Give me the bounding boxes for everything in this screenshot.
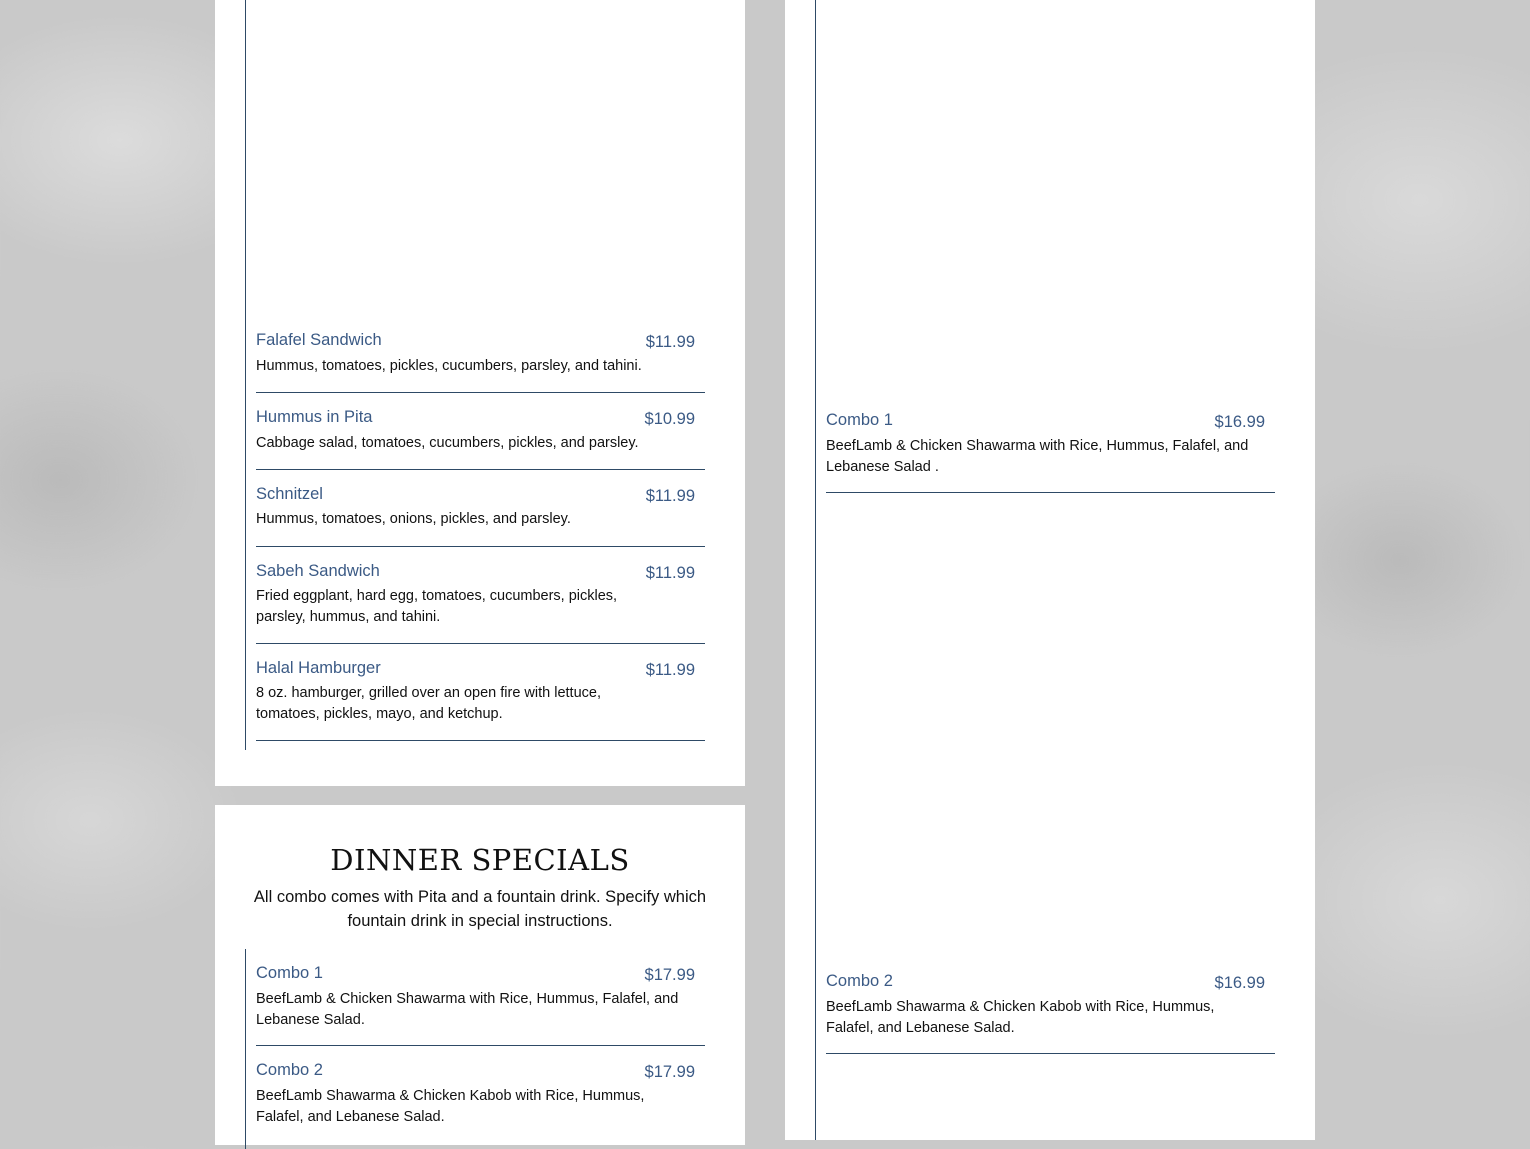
menu-item[interactable] [256,485,705,547]
menu-item-description: Hummus, tomatoes, onions, pickles, and parsley. [256,511,571,527]
section-title: DINNER SPECIALS [330,843,630,877]
menu-item-price: $11.99 [645,487,695,505]
menu-item[interactable] [256,331,705,393]
item-divider [826,492,1275,493]
menu-item[interactable] [256,964,705,1046]
menu-item-price: $11.99 [645,661,695,679]
menu-item-price: $17.99 [644,1063,695,1081]
menu-item-price: $11.99 [645,564,695,582]
menu-item-description: Cabbage salad, tomatoes, cucumbers, pickles, and parsley. [256,435,639,451]
item-divider [256,643,705,644]
menu-item-description: BeefLamb & Chicken Shawarma with Rice, Hummus, Falafel, and Lebanese Salad. [256,991,679,1028]
menu-item[interactable] [256,562,705,644]
menu-item-price: $10.99 [644,410,695,428]
lunch-menu-card [215,0,745,786]
menu-item-description: 8 oz. hamburger, grilled over an open fire with lettuce, tomatoes, pickles, mayo, and ketchup. [256,685,601,722]
menu-item-name: Sabeh Sandwich [256,562,380,580]
section-divider-line [245,0,246,750]
menu-item-name: Combo 2 [826,972,893,990]
menu-item-description: Hummus, tomatoes, pickles, cucumbers, parsley, and tahini. [256,358,642,374]
menu-item-description: BeefLamb Shawarma & Chicken Kabob with Rice, Hummus, Falafel, and Lebanese Salad. [256,1088,645,1125]
menu-item-name: Combo 2 [256,1061,323,1079]
menu-item[interactable] [256,408,705,470]
menu-item[interactable] [256,659,705,741]
menu-item-price: $17.99 [644,966,695,984]
menu-item-name: Hummus in Pita [256,408,373,426]
dinner-specials-card [215,805,745,1145]
section-subtitle: All combo comes with Pita and a fountain drink. Specify which fountain drink in special instructions. [253,888,707,930]
menu-item[interactable] [826,411,1275,493]
item-divider [256,469,705,470]
menu-item-description: BeefLamb & Chicken Shawarma with Rice, Hummus, Falafel, and Lebanese Salad . [826,438,1249,475]
menu-item-price: $16.99 [1214,974,1265,992]
menu-item-price: $11.99 [645,333,695,351]
menu-item-name: Schnitzel [256,485,323,503]
item-divider [256,546,705,547]
item-divider [256,740,705,741]
menu-item[interactable] [256,1061,705,1143]
menu-item-name: Combo 1 [826,411,893,429]
menu-item-price: $16.99 [1214,413,1265,431]
menu-item-name: Falafel Sandwich [256,331,382,349]
section-divider-line [815,0,816,1140]
item-divider [826,1053,1275,1054]
menu-item-description: Fried eggplant, hard egg, tomatoes, cucumbers, pickles, parsley, hummus, and tahini. [256,588,618,625]
item-divider [256,1045,705,1046]
menu-item-name: Combo 1 [256,964,323,982]
combo-menu-card [785,0,1315,1140]
menu-item[interactable] [826,972,1275,1054]
menu-item-name: Halal Hamburger [256,659,381,677]
section-divider-line [245,949,246,1149]
menu-item-description: BeefLamb Shawarma & Chicken Kabob with Rice, Hummus, Falafel, and Lebanese Salad. [826,999,1215,1036]
item-divider [256,392,705,393]
